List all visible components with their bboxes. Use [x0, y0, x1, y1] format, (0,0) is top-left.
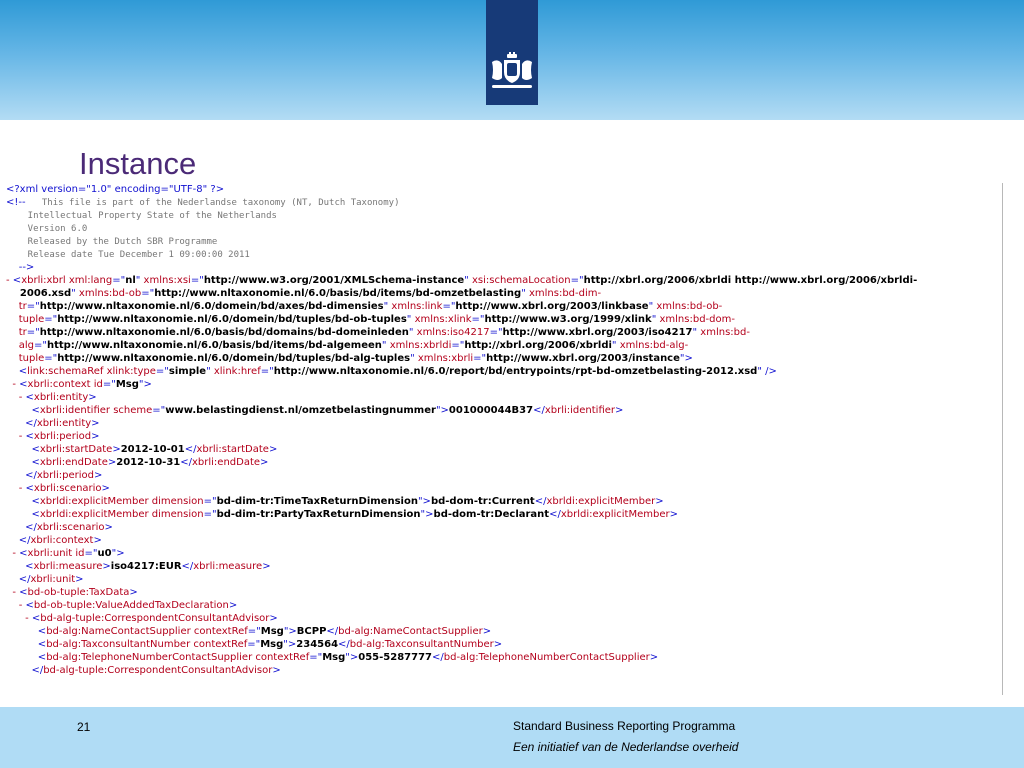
xml-token: bd-dim-tr:TimeTaxReturnDimension [216, 496, 418, 507]
xml-token: This file is part of the Nederlandse taxonomy (NT, Dutch Taxonomy) [25, 198, 400, 208]
xml-line [6, 404, 1002, 417]
xml-token: " [206, 366, 211, 377]
xml-token: " /> [757, 366, 777, 377]
xml-token: </ [549, 509, 561, 520]
xml-token: </ [31, 665, 44, 676]
xml-line [6, 430, 1002, 443]
xml-token: < [31, 457, 40, 468]
xml-token: > [112, 444, 121, 455]
xml-line [6, 326, 1002, 339]
xml-token: =" [570, 275, 584, 286]
xml-token: "> [679, 353, 693, 364]
xml-token: xbrli:identifier scheme [39, 405, 153, 416]
xml-token: xbrli:context [30, 535, 94, 546]
xml-token [6, 626, 38, 637]
xml-token: Release date Tue December 1 09:00:00 2011 [6, 250, 250, 260]
xml-token: BCPP [296, 626, 327, 637]
xml-token: "> [345, 652, 359, 663]
xml-token: http://xbrl.org/2006/xbrldi http://www.xbrl.org/2006/xbrldi- [583, 275, 918, 286]
xml-token: < [31, 509, 40, 520]
xml-token: < [31, 444, 40, 455]
xml-token: </ [25, 470, 37, 481]
xml-token: < [31, 496, 40, 507]
xml-token: > [93, 535, 102, 546]
xml-line [6, 235, 1002, 248]
xml-token: " [135, 275, 141, 286]
xml-token: < [25, 392, 34, 403]
xml-line [6, 274, 1002, 287]
xml-token: http://www.nltaxonomie.nl/6.0/domein/bd/tuples/bd-alg-tuples [57, 353, 411, 364]
xml-token: " [408, 327, 414, 338]
xml-code-view[interactable] [6, 183, 1003, 695]
xml-token: </ [181, 561, 194, 572]
xml-token: =" [489, 327, 503, 338]
xml-token: simple [168, 366, 207, 377]
xml-token: > [493, 639, 503, 650]
xml-token: xbrldi:explicitMember dimension [39, 496, 204, 507]
xml-line [6, 365, 1002, 378]
xml-token: - [6, 431, 26, 442]
xml-token: </ [432, 652, 444, 663]
xml-token: --> [6, 262, 35, 273]
xml-token: bd-dom-tr:Current [430, 496, 535, 507]
xml-token: Msg [322, 652, 346, 663]
xml-token: 055-5287777 [358, 652, 432, 663]
slide-title: Instance [79, 146, 197, 181]
xml-line [6, 196, 1002, 209]
xml-token: "> [283, 626, 297, 637]
crest-box [486, 0, 538, 105]
xml-line [6, 638, 1002, 651]
xml-token: xmlns:xsi [140, 275, 191, 286]
xml-token: xbrli:scenario [33, 483, 102, 494]
xml-token [6, 561, 25, 572]
xml-token: bd-dim-tr:PartyTaxReturnDimension [216, 509, 421, 520]
xml-token: xbrli:measure [193, 561, 263, 572]
xml-token: u0 [97, 548, 112, 559]
xml-token: </ [18, 535, 31, 546]
xml-token: "> [435, 405, 449, 416]
xml-token: > [615, 405, 624, 416]
xml-token: > [91, 418, 100, 429]
xml-token: Msg [260, 626, 284, 637]
footer-subtitle: Een initiatief van de Nederlandse overheid [513, 740, 739, 754]
xml-line [6, 664, 1002, 677]
xml-token: xbrli:unit [30, 574, 76, 585]
xml-line [6, 560, 1002, 573]
xml-line [6, 443, 1002, 456]
xml-token: =" [33, 340, 47, 351]
xml-token: =" [203, 496, 217, 507]
xml-token: xbrli:endDate [191, 457, 261, 468]
xml-token: - [6, 548, 20, 559]
xml-token: "> [111, 548, 125, 559]
xml-token: bd-ob-tuple:TaxData [27, 587, 130, 598]
xml-token: =" [26, 301, 40, 312]
xml-token [6, 652, 38, 663]
xml-token: http://www.nltaxonomie.nl/6.0/basis/bd/items/bd-omzetbelasting [154, 288, 522, 299]
xml-token: http://xbrl.org/2006/xbrldi [464, 340, 612, 351]
xml-token: tuple [6, 314, 45, 325]
xml-token: > [262, 561, 271, 572]
xml-line [6, 469, 1002, 482]
xml-token: "> [417, 496, 431, 507]
xml-line [6, 534, 1002, 547]
xml-token: </ [338, 639, 350, 650]
xml-token: Version 6.0 [6, 224, 88, 234]
xml-token: > [482, 626, 492, 637]
xml-token: 234564 [296, 639, 339, 650]
xml-token: http://www.nltaxonomie.nl/6.0/domein/bd/axes/bd-dimensies [39, 301, 384, 312]
xml-token: xbrli:xbrl xml:lang [21, 275, 113, 286]
xml-token: > [272, 665, 281, 676]
footer-band [0, 707, 1024, 768]
xml-line [6, 651, 1002, 664]
xml-token: < [37, 626, 47, 637]
xml-token: </ [533, 405, 545, 416]
xml-token: http://www.xbrl.org/2003/instance [486, 353, 680, 364]
xml-token: </ [18, 574, 31, 585]
xml-line [6, 378, 1002, 391]
xml-token: < [12, 275, 22, 286]
xml-token: xmlns:xbrli [414, 353, 474, 364]
xml-token: xbrli:measure [33, 561, 103, 572]
xml-token: " [464, 275, 469, 286]
xml-token: alg [6, 340, 34, 351]
xml-line [6, 456, 1002, 469]
xml-token: - [6, 392, 26, 403]
xml-token: bd-alg:TelephoneNumberContactSupplier contextRef [46, 652, 310, 663]
xml-line [6, 261, 1002, 274]
xml-token: xbrli:endDate [39, 457, 108, 468]
xml-token: > [649, 652, 659, 663]
xml-token: bd-dom-tr:Declarant [433, 509, 550, 520]
xml-token: =" [190, 275, 204, 286]
xml-token: " [406, 314, 412, 325]
xml-token: nl [125, 275, 136, 286]
xml-token: tr [6, 301, 27, 312]
xml-token: - [6, 587, 20, 598]
xml-token: http://www.xbrl.org/2003/iso4217 [502, 327, 693, 338]
xml-token: < [25, 561, 34, 572]
xml-line [6, 586, 1002, 599]
xml-token: =" [442, 301, 456, 312]
xml-token: " [521, 288, 526, 299]
xml-token [6, 444, 31, 455]
xml-token: > [104, 522, 113, 533]
xml-token [6, 665, 31, 676]
xml-token: http://www.nltaxonomie.nl/6.0/report/bd/entrypoints/rpt-bd-omzetbelasting-2012.xsd [273, 366, 758, 377]
xml-token [6, 639, 38, 650]
xml-token: 2006.xsd [6, 288, 72, 299]
xml-token: =" [44, 314, 58, 325]
xml-token: < [25, 483, 34, 494]
xml-token: - [6, 613, 32, 624]
xml-token: bd-alg-tuple:CorrespondentConsultantAdvisor [43, 665, 273, 676]
xml-token: xmlns:bd- [697, 327, 750, 338]
xml-token: xbrli:startDate [39, 444, 113, 455]
xml-token [6, 522, 25, 533]
xml-token: </ [184, 444, 197, 455]
xml-token: "> [138, 379, 152, 390]
xml-token: Intellectual Property State of the Netherlands [6, 211, 277, 221]
xml-token: Msg [115, 379, 139, 390]
xml-token: bd-alg:TaxconsultantNumber [349, 639, 494, 650]
xml-token: xbrli:scenario [36, 522, 105, 533]
xml-token [6, 457, 31, 468]
xml-token: > [101, 483, 110, 494]
xml-token: xbrli:entity [36, 418, 92, 429]
xml-token: > [75, 574, 84, 585]
xml-token: xbrli:identifier [544, 405, 616, 416]
xml-token [6, 574, 19, 585]
xml-token: http://www.xbrl.org/2003/linkbase [455, 301, 649, 312]
xml-line [6, 248, 1002, 261]
xml-token: =" [203, 509, 217, 520]
xml-token: =" [84, 548, 98, 559]
xml-token: < [37, 639, 47, 650]
xml-line [6, 352, 1002, 365]
xml-token: 2012-10-01 [120, 444, 185, 455]
xml-line [6, 287, 1002, 300]
xml-token: =" [141, 288, 155, 299]
xml-token: < [31, 405, 40, 416]
xml-token: =" [155, 366, 169, 377]
xml-token: =" [247, 626, 261, 637]
xml-token: < [19, 379, 28, 390]
xml-token: =" [471, 314, 485, 325]
footer-title: Standard Business Reporting Programma [513, 719, 736, 733]
xml-token: > [655, 496, 664, 507]
xml-line [6, 508, 1002, 521]
xml-token: "> [283, 639, 297, 650]
xml-token: " [692, 327, 698, 338]
xml-token [6, 366, 19, 377]
xml-token: > [228, 600, 238, 611]
xml-token: xbrli:period [33, 431, 92, 442]
xml-token: xmlns:iso4217 [413, 327, 490, 338]
xml-token: > [260, 457, 269, 468]
xml-token: xmlns:xlink [411, 314, 472, 325]
xml-token: bd-alg-tuple:CorrespondentConsultantAdvisor [40, 613, 270, 624]
xml-token: http://www.w3.org/2001/XMLSchema-instance [203, 275, 465, 286]
xml-token: " [651, 314, 657, 325]
xml-token: xbrli:entity [33, 392, 89, 403]
xml-token: xbrldi:explicitMember [560, 509, 670, 520]
xml-line [6, 391, 1002, 404]
xml-line [6, 547, 1002, 560]
xml-line [6, 612, 1002, 625]
xml-token: xmlns:xbrldi [386, 340, 452, 351]
xml-token: www.belastingdienst.nl/omzetbelastingnummer [165, 405, 436, 416]
xml-token: " [381, 340, 387, 351]
xml-token: " [71, 288, 76, 299]
xml-token: http://www.nltaxonomie.nl/6.0/domein/bd/tuples/bd-ob-tuples [57, 314, 407, 325]
xml-token: 001000044B37 [448, 405, 534, 416]
xml-token: </ [180, 457, 192, 468]
xml-token: > [669, 509, 678, 520]
xml-token: > [102, 561, 111, 572]
xml-token: =" [451, 340, 465, 351]
xml-token [6, 496, 31, 507]
xml-token: =" [26, 327, 40, 338]
xml-line [6, 482, 1002, 495]
xml-token: > [107, 457, 117, 468]
xml-token: http://www.nltaxonomie.nl/6.0/basis/bd/domains/bd-domeinleden [39, 327, 409, 338]
xml-token: xsi:schemaLocation [468, 275, 571, 286]
xml-token: =" [260, 366, 274, 377]
xml-token: bd-alg:NameContactSupplier [338, 626, 483, 637]
xml-token: xmlns:bd-ob [75, 288, 142, 299]
xml-line [6, 417, 1002, 430]
xml-listing [6, 183, 1002, 677]
xml-token: > [91, 431, 100, 442]
xml-token: > [268, 444, 278, 455]
page-number: 21 [77, 720, 91, 734]
xml-line [6, 209, 1002, 222]
xml-token [6, 509, 31, 520]
xml-token: <!-- [6, 197, 26, 208]
xml-token: xbrldi:explicitMember [546, 496, 656, 507]
xml-token: xlink:href [210, 366, 261, 377]
xml-token: - [6, 379, 20, 390]
xml-token: bd-ob-tuple:ValueAddedTaxDeclaration [33, 600, 229, 611]
xml-token: link:schemaRef xlink:type [27, 366, 156, 377]
xml-token [6, 535, 19, 546]
xml-token: http://www.w3.org/1999/xlink [484, 314, 652, 325]
xml-line [6, 573, 1002, 586]
xml-token: xbrli:context id [27, 379, 103, 390]
xml-token: <?xml version="1.0" encoding="UTF-8" ?> [6, 184, 225, 195]
xml-token: bd-alg:TelephoneNumberContactSupplier [443, 652, 650, 663]
xml-token: </ [326, 626, 339, 637]
xml-line [6, 625, 1002, 638]
xml-token: xbrli:period [36, 470, 94, 481]
xml-token: =" [102, 379, 116, 390]
xml-token [6, 405, 31, 416]
xml-token: xbrli:unit id [27, 548, 85, 559]
xml-token: - [6, 483, 26, 494]
xml-token: - [6, 275, 13, 286]
xml-line [6, 222, 1002, 235]
xml-token: < [18, 366, 28, 377]
xml-token: < [37, 652, 47, 663]
xml-token: xmlns:bd-dim- [525, 288, 602, 299]
xml-token: http://www.nltaxonomie.nl/6.0/basis/bd/items/bd-algemeen [46, 340, 382, 351]
xml-token: Msg [260, 639, 284, 650]
xml-token: > [94, 470, 103, 481]
xml-token: </ [534, 496, 547, 507]
xml-token: xmlns:bd-ob- [653, 301, 723, 312]
xml-line [6, 183, 1002, 196]
xml-token: tr [6, 327, 27, 338]
xml-token: < [19, 548, 28, 559]
xml-token: > [88, 392, 97, 403]
xml-token: < [25, 431, 34, 442]
xml-token: - [6, 600, 26, 611]
xml-token: Released by the Dutch SBR Programme [6, 237, 218, 247]
xml-token: bd-alg:TaxconsultantNumber contextRef [46, 639, 248, 650]
xml-line [6, 495, 1002, 508]
xml-line [6, 300, 1002, 313]
xml-token: =" [247, 639, 261, 650]
xml-token: > [129, 587, 138, 598]
xml-token: =" [112, 275, 126, 286]
xml-token: xbrldi:explicitMember dimension [39, 509, 204, 520]
xml-token: " [648, 301, 654, 312]
xml-line [6, 339, 1002, 352]
xml-token: =" [152, 405, 166, 416]
xml-token [6, 418, 25, 429]
xml-token: </ [25, 522, 37, 533]
xml-token: iso4217:EUR [110, 561, 182, 572]
xml-line [6, 521, 1002, 534]
xml-token: =" [309, 652, 323, 663]
coat-of-arms-icon [488, 52, 536, 92]
xml-token: tuple [6, 353, 45, 364]
xml-token: xmlns:bd-alg- [616, 340, 689, 351]
xml-line [6, 599, 1002, 612]
xml-token: > [269, 613, 278, 624]
xml-token: < [25, 600, 34, 611]
xml-token: xmlns:link [388, 301, 443, 312]
xml-token: "> [420, 509, 434, 520]
xml-token: =" [44, 353, 58, 364]
xml-token: 2012-10-31 [116, 457, 181, 468]
xml-token: " [611, 340, 617, 351]
xml-token: </ [25, 418, 37, 429]
xml-token: =" [473, 353, 487, 364]
xml-token: xmlns:bd-dom- [656, 314, 735, 325]
xml-token: < [19, 587, 28, 598]
xml-token: bd-alg:NameContactSupplier contextRef [46, 626, 248, 637]
xml-token: < [31, 613, 41, 624]
xml-token [6, 470, 25, 481]
xml-line [6, 313, 1002, 326]
xml-token: xbrli:startDate [196, 444, 269, 455]
xml-token: " [410, 353, 415, 364]
xml-token: " [383, 301, 389, 312]
